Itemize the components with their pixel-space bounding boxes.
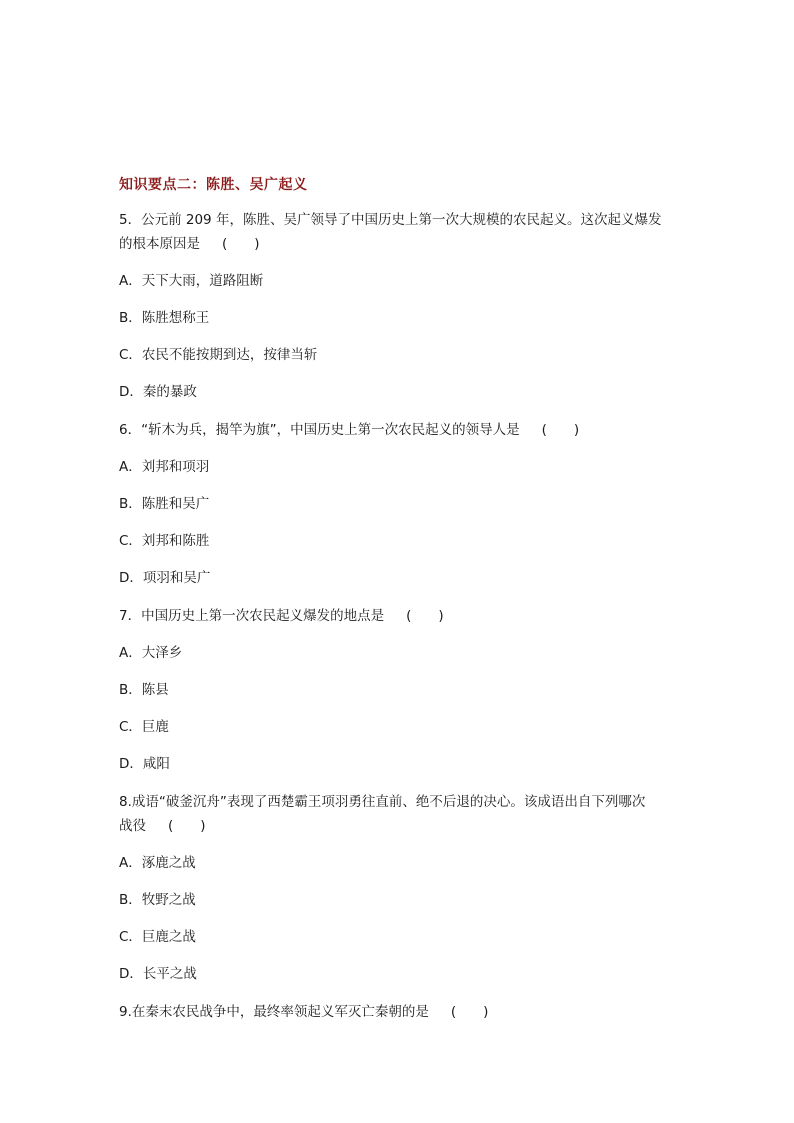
option-7a: A．大泽乡	[119, 645, 183, 661]
question-8-stem-text: 战役	[119, 818, 146, 834]
question-8-stem-line2	[119, 816, 206, 836]
answer-paren: ( )	[406, 608, 444, 624]
answer-paren: ( )	[168, 818, 206, 834]
question-7-stem	[119, 606, 444, 626]
option-5b: B．陈胜想称王	[119, 310, 210, 326]
question-5-stem-text: 的根本原因是	[119, 236, 200, 252]
section-title: 知识要点二：陈胜、吴广起义	[119, 177, 308, 193]
option-7d: D．咸阳	[119, 756, 170, 772]
option-6d: D．项羽和吴广	[119, 570, 211, 586]
question-6-stem	[119, 420, 579, 440]
option-8d: D．长平之战	[119, 966, 197, 982]
option-7b: B．陈县	[119, 682, 169, 698]
option-8a: A．涿鹿之战	[119, 855, 196, 871]
question-6-stem-text: 6．“斩木为兵，揭竿为旗”，中国历史上第一次农民起义的领导人是	[119, 422, 520, 438]
option-5a: A．天下大雨，道路阻断	[119, 273, 264, 289]
option-6a: A．刘邦和项羽	[119, 459, 210, 475]
option-8c: C．巨鹿之战	[119, 929, 196, 945]
question-9-stem	[119, 1002, 488, 1022]
question-5-stem-line1: 5．公元前 209 年，陈胜、吴广领导了中国历史上第一次大规模的农民起义。这次起义爆发	[119, 212, 662, 228]
question-7-stem-text: 7．中国历史上第一次农民起义爆发的地点是	[119, 608, 385, 624]
answer-paren: ( )	[450, 1004, 489, 1020]
option-5d: D．秦的暴政	[119, 384, 197, 400]
answer-paren: ( )	[541, 422, 580, 438]
question-8-stem-line1: 8.成语“破釜沉舟”表现了西楚霸王项羽勇往直前、绝不后退的决心。该成语出自下列哪次	[119, 794, 646, 810]
option-5c: C．农民不能按期到达，按律当斩	[119, 347, 318, 363]
option-6b: B．陈胜和吴广	[119, 496, 210, 512]
answer-paren: ( )	[222, 236, 260, 252]
option-6c: C．刘邦和陈胜	[119, 533, 210, 549]
question-9-stem-text: 9.在秦末农民战争中，最终率领起义军灭亡秦朝的是	[119, 1004, 429, 1020]
option-7c: C．巨鹿	[119, 719, 169, 735]
question-5-stem-line2	[119, 234, 260, 254]
option-8b: B．牧野之战	[119, 892, 196, 908]
